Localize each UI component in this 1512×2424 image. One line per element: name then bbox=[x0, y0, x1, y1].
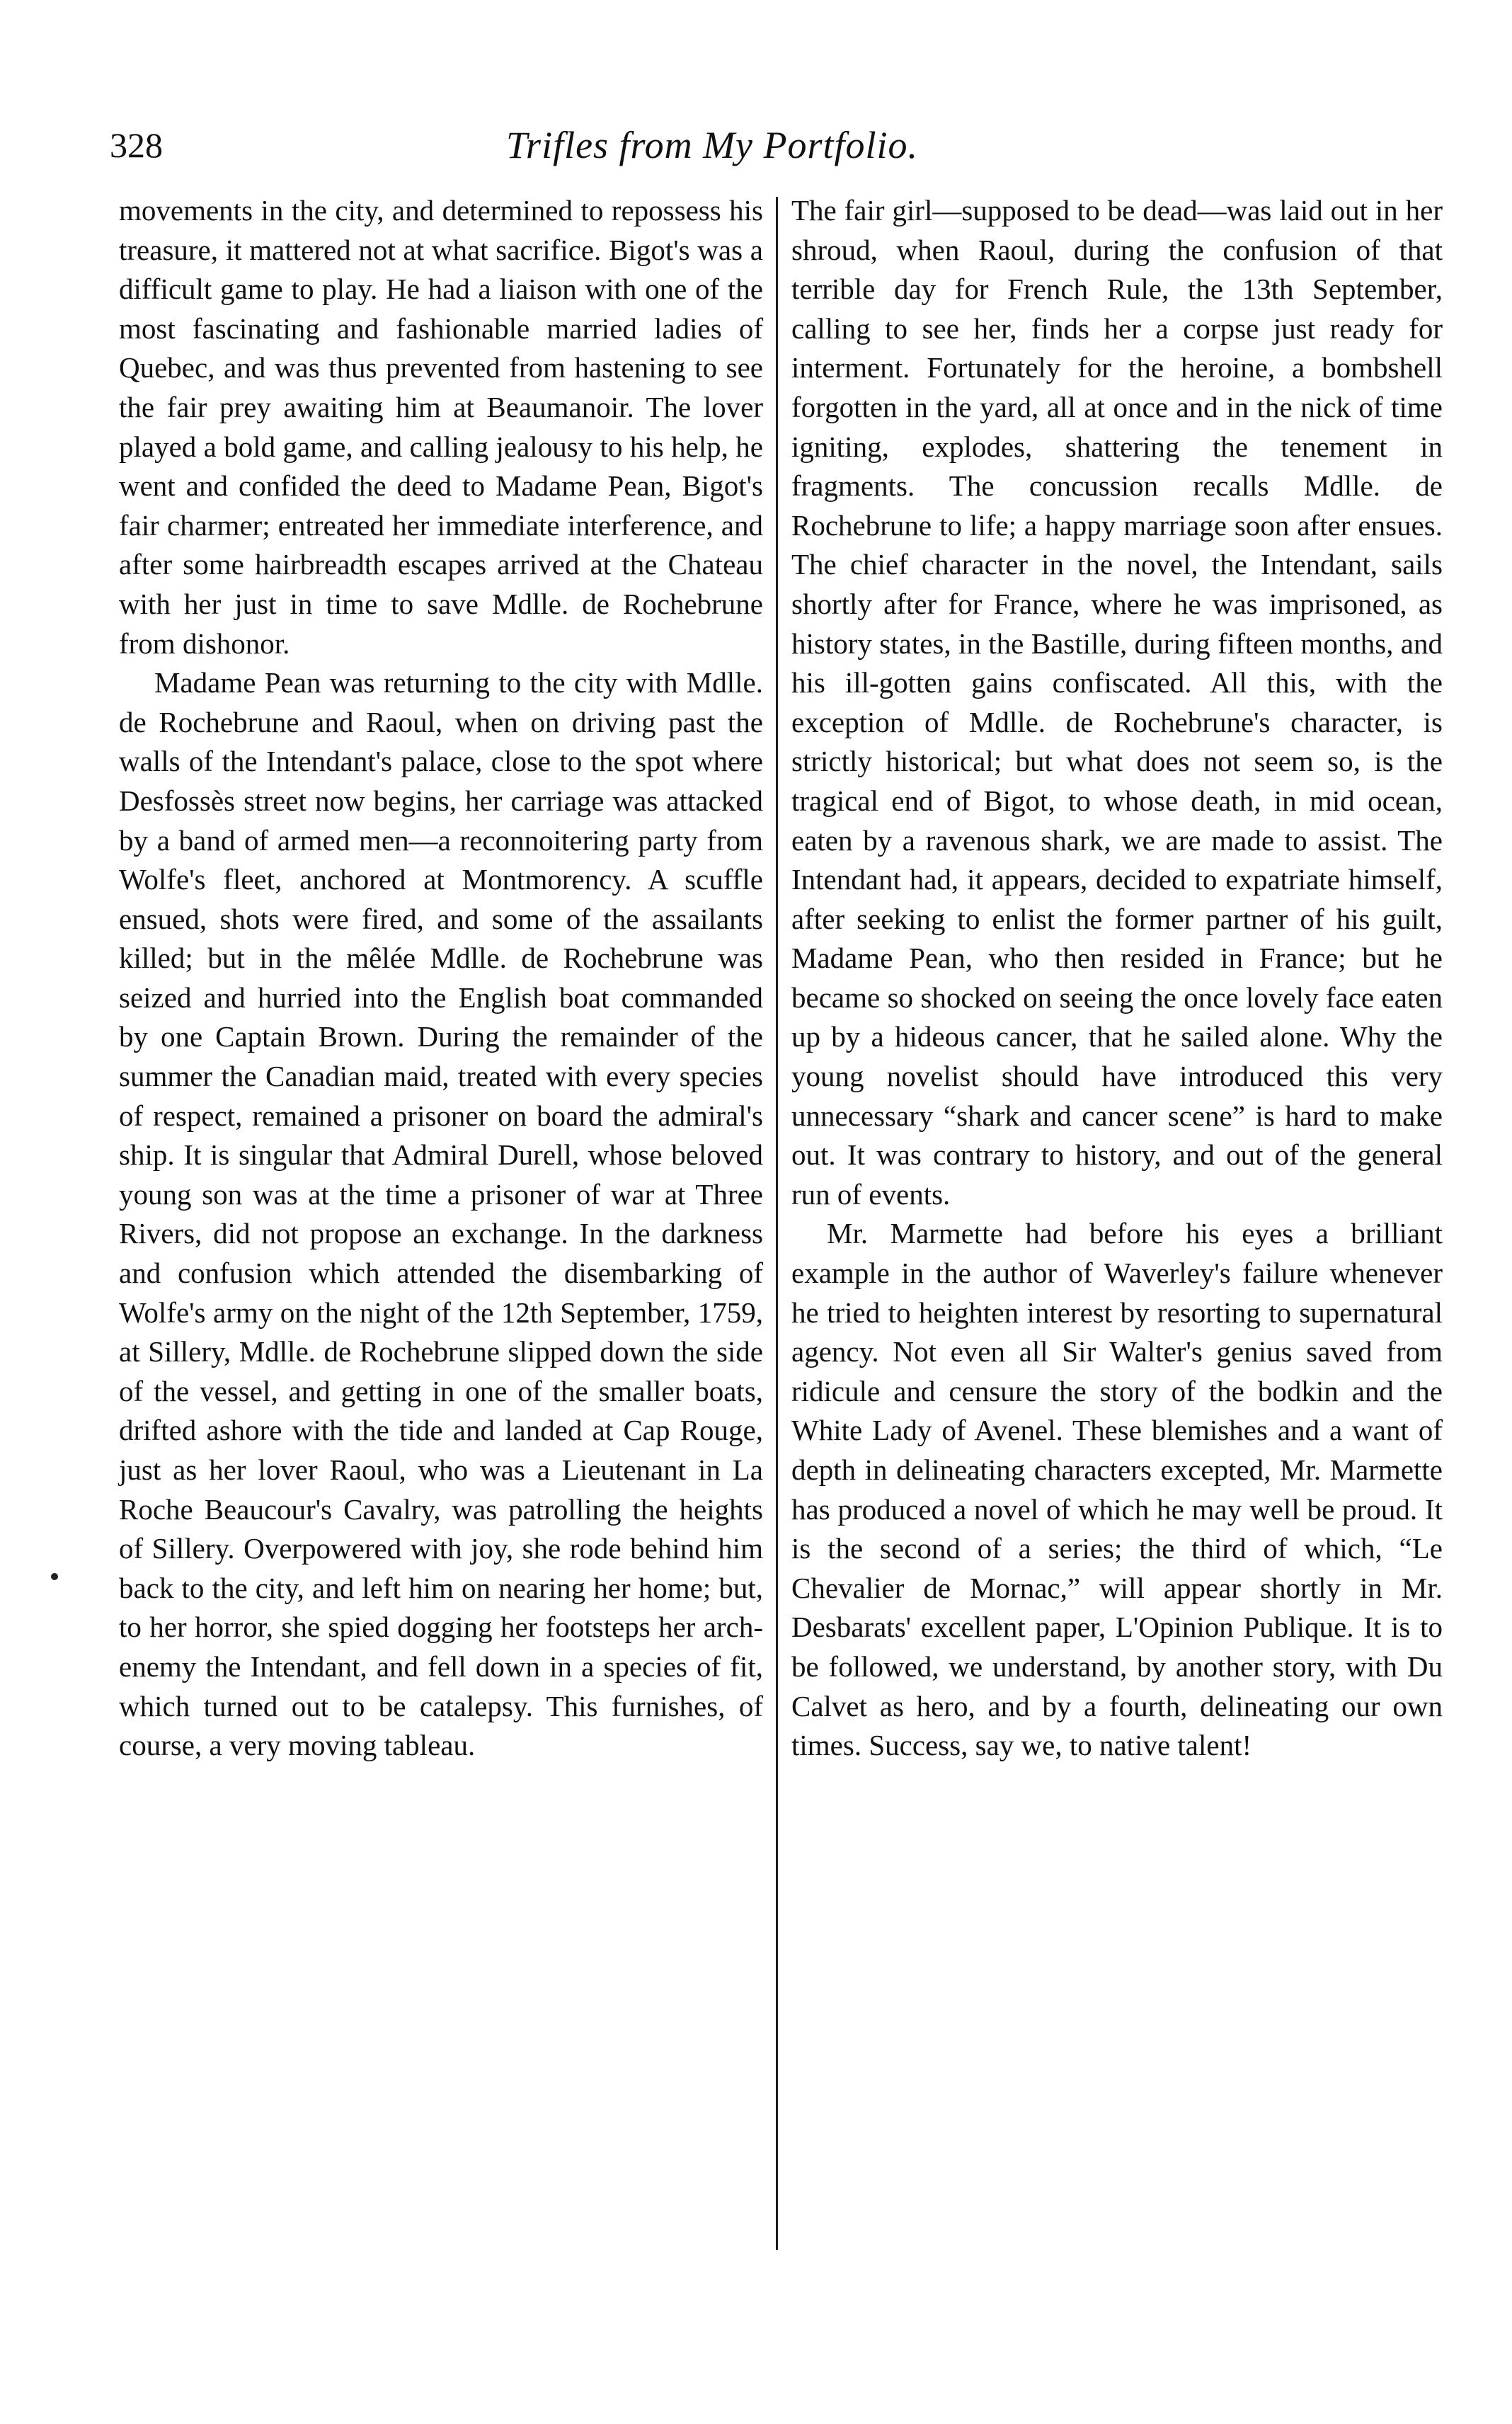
page-number: 328 bbox=[110, 125, 163, 165]
margin-ink-dot bbox=[51, 1573, 58, 1580]
left-paragraph-2: Madame Pean was returning to the city with Mdlle. de Rochebrune and Raoul, when on driving past the walls of the Intendant's palace, close to the spot where Desfossès street now begins, her carriage was attacked by a band of armed men—a reconnoitering party from Wolfe's fleet, anchored at Montmorency. A scuffle ensued, shots were fired, and some of the assailants killed; but in the mêlée Mdlle. de Rochebrune was seized and hurried into the English boat commanded by one Captain Brown. During the remainder of the summer the Canadian maid, treated with every species of respect, remained a prisoner on board the admiral's ship. It is singular that Admiral Durell, whose beloved young son was at the time a prisoner of war at Three Rivers, did not propose an exchange. In the darkness and confusion which attended the disembarking of Wolfe's army on the night of the 12th September, 1759, at Sillery, Mdlle. de Rochebrune slipped down the side of the vessel, and getting in one of the smaller boats, drifted ashore with the tide and landed at Cap Rouge, just as her lover Raoul, who was a Lieutenant in La Roche Beaucour's Cavalry, was patrolling the heights of Sillery. Overpowered with joy, she rode behind him back to the city, and left him on nearing her home; but, to her horror, she spied dogging her footsteps her arch-enemy the Intendant, and fell down in a species of fit, which turned out to be catalepsy. This furnishes, of course, a very moving tableau. bbox=[119, 666, 763, 1762]
right-paragraph-2: Mr. Marmette had before his eyes a brilliant example in the author of Waverley's failure whenever he tried to heighten interest by resorting to supernatural agency. Not even all Sir Walter's genius saved from ridicule and censure the story of the bodkin and the White Lady of Avenel. These blemishes and a want of depth in delineating characters excepted, Mr. Marmette has produced a novel of which he may well be proud. It is the second of a series; the third of which, “Le Chevalier de Mornac,” will appear shortly in Mr. Desbarats' excellent paper, L'Opinion Publique. It is to be followed, we understand, by another story, with Du Calvet as hero, and by a fourth, delineating our own times. Success, say we, to native talent! bbox=[791, 1217, 1443, 1762]
right-column bbox=[791, 191, 1443, 1766]
running-head bbox=[110, 120, 1455, 170]
right-paragraph-1: The fair girl—supposed to be dead—was laid out in her shroud, when Raoul, during the confusion of that terrible day for French Rule, the 13th September, calling to see her, finds her a corpse just ready for interment. Fortunately for the heroine, a bombshell forgotten in the yard, all at once and in the nick of time igniting, explodes, shattering the tenement in fragments. The concussion recalls Mdlle. de Rochebrune to life; a happy marriage soon after ensues. The chief character in the novel, the Intendant, sails shortly after for France, where he was imprisoned, as history states, in the Bastille, during fifteen months, and his ill-gotten gains confiscated. All this, with the exception of Mdlle. de Rochebrune's character, is strictly historical; but what does not seem so, is the tragical end of Bigot, to whose death, in mid ocean, eaten by a ravenous shark, we are made to assist. The Intendant had, it appears, decided to expatriate himself, after seeking to enlist the former partner of his guilt, Madame Pean, who then resided in France; but he became so shocked on seeing the once lovely face eaten up by a hideous cancer, that he sailed alone. Why the young novelist should have introduced this very unnecessary “shark and cancer scene” is hard to make out. It was contrary to history, and out of the general run of events. bbox=[791, 194, 1443, 1211]
left-paragraph-1: movements in the city, and determined to repossess his treasure, it mattered not at what sacrifice. Bigot's was a difficult game to play. He had a liaison with one of the most fascinating and fashionable married ladies of Quebec, and was thus prevented from hastening to see the fair prey awaiting him at Beaumanoir. The lover played a bold game, and calling jealousy to his help, he went and confided the deed to Madame Pean, Bigot's fair charmer; entreated her immediate interference, and after some hairbreadth escapes arrived at the Chateau with her just in time to save Mdlle. de Rochebrune from dishonor. bbox=[119, 194, 763, 660]
column-divider bbox=[776, 197, 778, 2250]
running-title: Trifles from My Portfolio. bbox=[506, 124, 919, 166]
left-column bbox=[119, 191, 763, 1766]
